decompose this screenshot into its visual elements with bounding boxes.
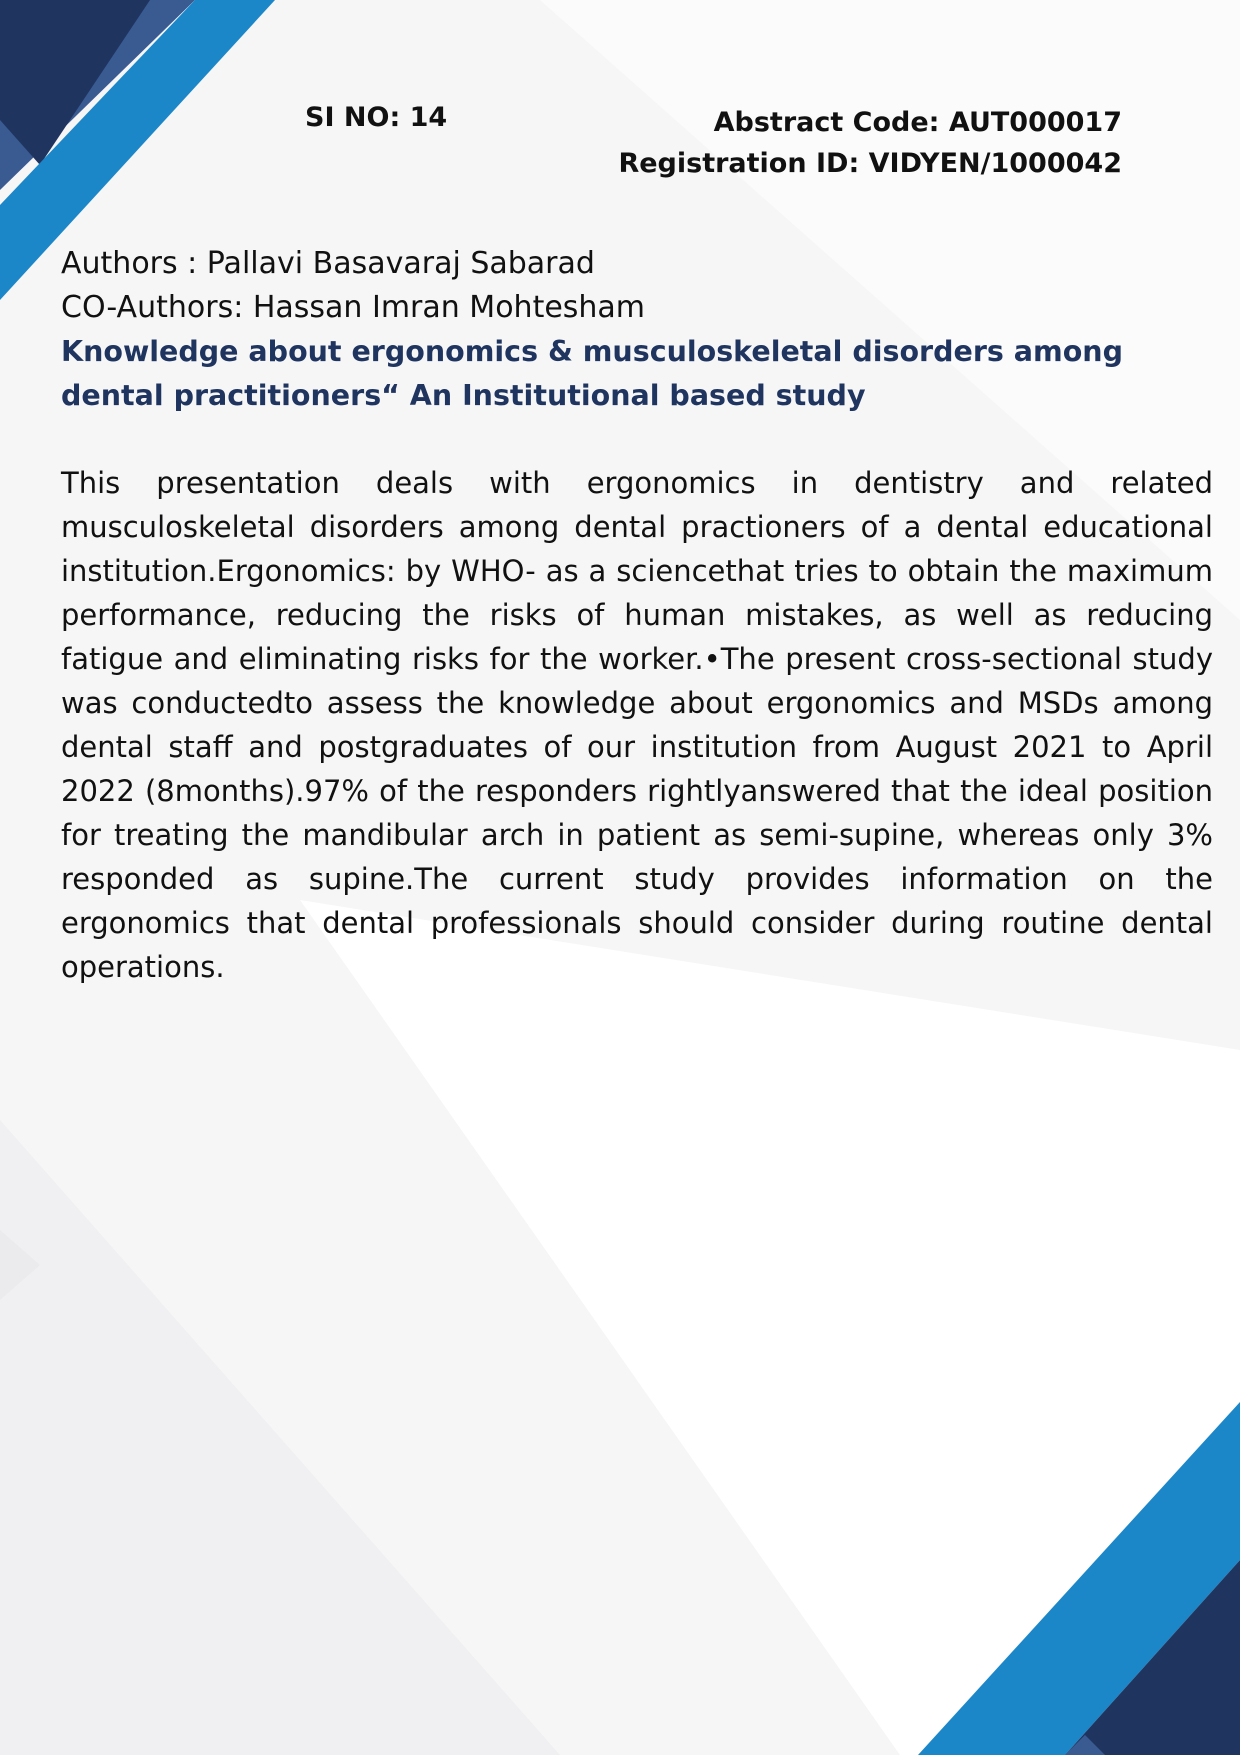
registration-id: Registration ID: VIDYEN/1000042	[618, 148, 1122, 179]
authors-line: Authors : Pallavi Basavaraj Sabarad	[61, 246, 595, 281]
co-authors-line: CO-Authors: Hassan Imran Mohtesham	[61, 290, 646, 325]
authors-block	[61, 242, 645, 330]
abstract-code: Abstract Code: AUT000017	[713, 107, 1122, 138]
si-number: SI NO: 14	[305, 102, 448, 133]
paper-title: Knowledge about ergonomics & musculoskeletal disorders among dental practitioners“ An Institutional based study	[61, 335, 1123, 412]
abstract-body: This presentation deals with ergonomics in dentistry and related musculoskeletal disorders among dental practioners of a dental educational institution.Ergonomics: by WHO- as a sciencethat tries to obtain the maximum performance, reducing the risks of human mistakes, as well as reducing fatigue and eliminating risks for the worker.•The present cross-sectional study was conductedto assess the knowledge about ergonomics and MSDs among dental staff and postgraduates of our institution from August 2021 to April 2022 (8months).97% of the responders rightlyanswered that the ideal position for treating the mandibular arch in patient as semi-supine, whereas only 3% responded as supine.The current study provides information on the ergonomics that dental professionals should consider during routine dental operations.	[61, 466, 1213, 984]
header-codes	[618, 102, 1122, 184]
